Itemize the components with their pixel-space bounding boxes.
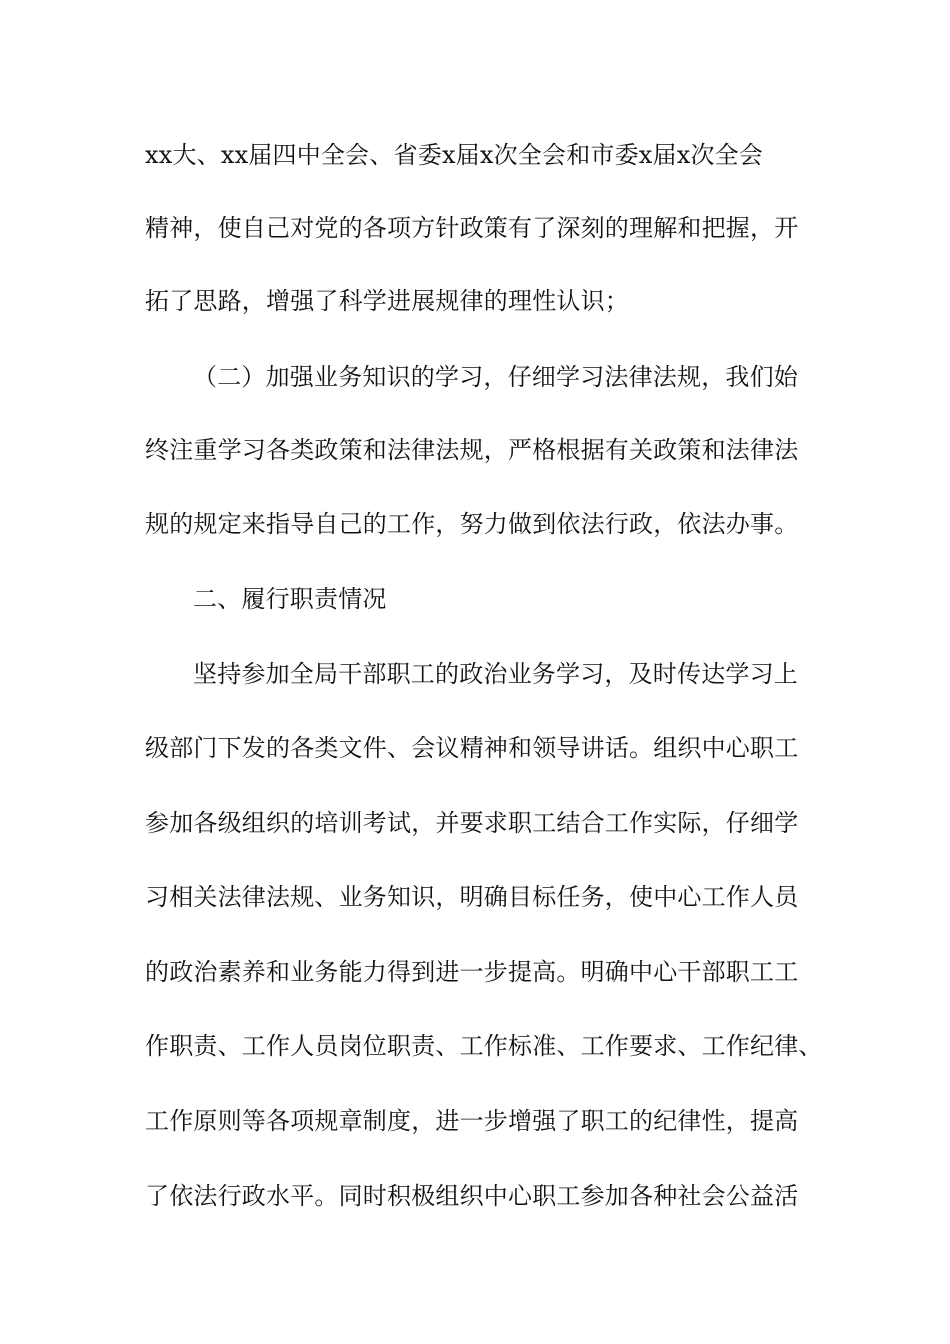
text-line: 工作原则等各项规章制度，进一步增强了职工的纪律性，提高 — [145, 1107, 799, 1135]
text-line: xx大、xx届四中全会、省委x届x次全会和市委x届x次全会 — [145, 141, 764, 169]
text-line: 级部门下发的各类文件、会议精神和领导讲话。组织中心职工 — [145, 734, 799, 762]
text-line: 习相关法律法规、业务知识，明确目标任务，使中心工作人员 — [145, 883, 799, 911]
text-line: 作职责、工作人员岗位职责、工作标准、工作要求、工作纪律、 — [145, 1032, 823, 1060]
text-line: 终注重学习各类政策和法律法规，严格根据有关政策和法律法 — [145, 436, 799, 464]
text-line: 了依法行政水平。同时积极组织中心职工参加各种社会公益活 — [145, 1182, 799, 1210]
text-line: 参加各级组织的培训考试，并要求职工结合工作实际，仔细学 — [145, 809, 799, 837]
text-line: 拓了思路，增强了科学进展规律的理性认识； — [145, 287, 629, 315]
section-heading: 二、履行职责情况 — [193, 585, 387, 613]
text-line: 坚持参加全局干部职工的政治业务学习，及时传达学习上 — [193, 660, 798, 688]
paragraph-heading-line: （二）加强业务知识的学习，仔细学习法律法规，我们始 — [193, 363, 798, 391]
text-line: 精神，使自己对党的各项方针政策有了深刻的理解和把握，开 — [145, 214, 799, 242]
text-line: 规的规定来指导自己的工作，努力做到依法行政，依法办事。 — [145, 510, 799, 538]
text-line: 的政治素养和业务能力得到进一步提高。明确中心干部职工工 — [145, 958, 799, 986]
